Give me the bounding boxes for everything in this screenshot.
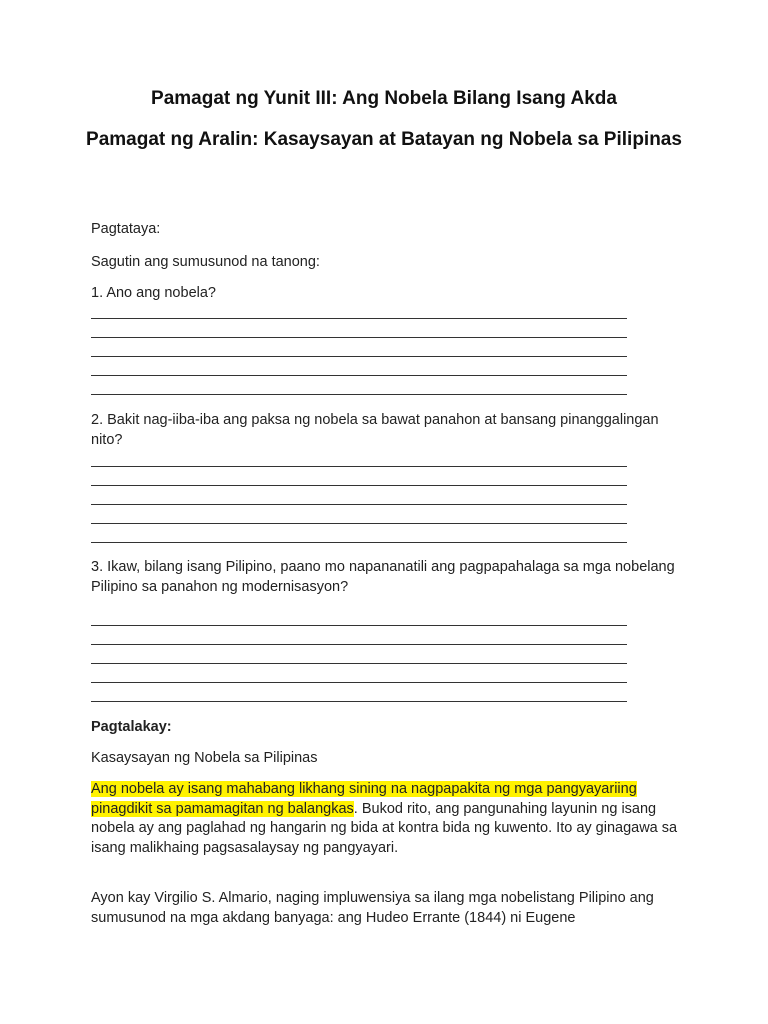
paragraph-1: [91, 780, 681, 858]
answer-line: [91, 448, 627, 467]
instruction-text: Sagutin ang sumusunod na tanong:: [91, 254, 320, 270]
discussion-label: Pagtalakay:: [91, 719, 172, 735]
answer-line: [91, 607, 627, 626]
answer-line: [91, 683, 627, 702]
answer-line: [91, 524, 627, 543]
highlighted-definition: Ang nobela ay isang mahabang likhang sining na nagpapakita ng mga pangyayariing pinagdikit sa pamamagitan ng balangkas: [91, 781, 637, 817]
question-1: 1. Ano ang nobela?: [91, 285, 216, 301]
discussion-subtitle: Kasaysayan ng Nobela sa Pilipinas: [91, 750, 318, 766]
question-3: 3. Ikaw, bilang isang Pilipino, paano mo napananatili ang pagpapahalaga sa mga nobelang Pilipino sa panahon ng modernisasyon?: [91, 559, 675, 595]
answer-line: [91, 357, 627, 376]
answer-lines-3: [91, 607, 627, 702]
answer-line: [91, 505, 627, 524]
answer-line: [91, 645, 627, 664]
answer-line: [91, 300, 627, 319]
question-2: 2. Bakit nag-iiba-iba ang paksa ng nobela sa bawat panahon at bansang pinanggalingan nito?: [91, 412, 659, 448]
answer-line: [91, 376, 627, 395]
answer-line: [91, 626, 627, 645]
lesson-title: Pamagat ng Aralin: Kasaysayan at Batayan ng Nobela sa Pilipinas: [86, 129, 682, 150]
answer-lines-1: [91, 300, 627, 395]
unit-title: Pamagat ng Yunit III: Ang Nobela Bilang Isang Akda: [151, 88, 617, 109]
answer-line: [91, 319, 627, 338]
answer-line: [91, 338, 627, 357]
answer-line: [91, 664, 627, 683]
answer-line: [91, 467, 627, 486]
answer-line: [91, 486, 627, 505]
paragraph-1-rest: . Bukod rito, ang pangunahing layunin ng isang nobela ay ang paglahad ng hangarin ng bida at kontra bida ng kuwento. Ito ay ginagawa sa isang malikhaing pagsasalaysay ng pangyayari.: [91, 800, 678, 856]
answer-lines-2: [91, 448, 627, 543]
assessment-label: Pagtataya:: [91, 221, 161, 237]
paragraph-2: Ayon kay Virgilio S. Almario, naging impluwensiya sa ilang mga nobelistang Pilipino ang sumusunod na mga akdang banyaga: ang Hudeo Errante (1844) ni Eugene: [91, 890, 654, 926]
